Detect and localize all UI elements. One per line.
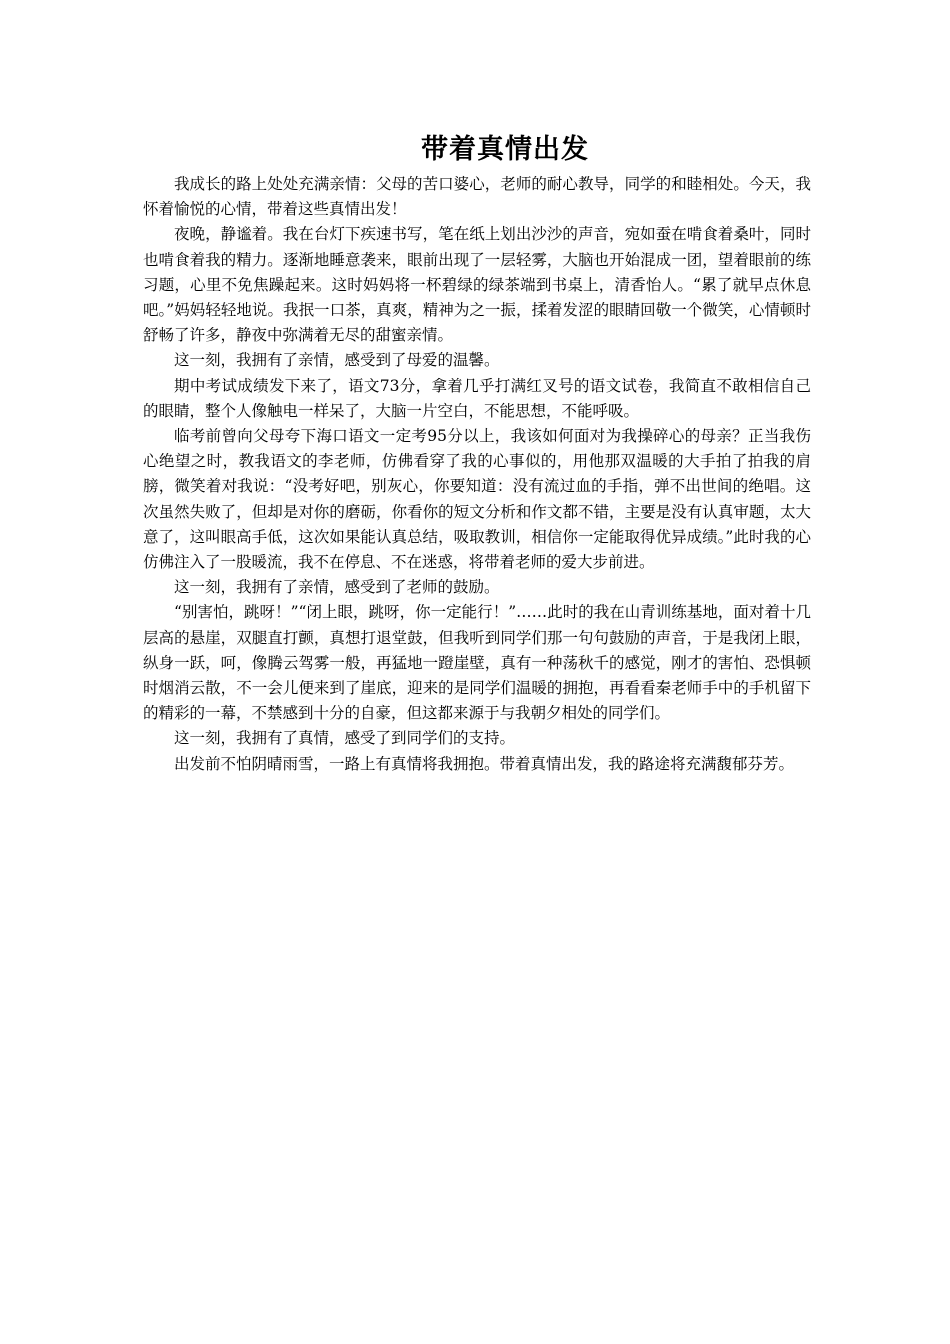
paragraph-3: 这一刻，我拥有了亲情，感受到了母爱的温馨。 <box>174 351 500 370</box>
paragraph-9: 出发前不怕阴晴雨雪，一路上有真情将我拥抱。带着真情出发，我的路途将充满馥郁芬芳。 <box>174 754 795 773</box>
paragraph-4: 期中考试成绩发下来了，语文73分，拿着几乎打满红叉号的语文试卷，我简直不敢相信自己的眼睛，整个人像触电一样呆了，大脑一片空白，不能思想，不能呼吸。 <box>143 376 811 420</box>
document-body <box>143 172 811 777</box>
paragraph-5: 临考前曾向父母夸下海口语文一定考95分以上，我该如何面对为我操碎心的母亲？正当我伤心绝望之时，教我语文的李老师，仿佛看穿了我的心事似的，用他那双温暖的大手拍了拍我的肩膀，微笑着对我说：“没考好吧，别灰心，你要知道：没有流过血的手指，弹不出世间的绝唱。这次虽然失败了，但却是对你的磨砺，你看你的短文分析和作文都不错，主要是没有认真审题，太大意了，这叫眼高手低，这次如果能认真总结，吸取教训，相信你一定能取得优异成绩。”此时我的心仿佛注入了一股暖流，我不在停息、不在迷惑，将带着老师的爱大步前进。 <box>143 427 811 572</box>
paragraph-7: “别害怕，跳呀！”“闭上眼，跳呀，你一定能行！”……此时的我在山青训练基地，面对着十几层高的悬崖，双腿直打颤，真想打退堂鼓，但我听到同学们那一句句鼓励的声音，于是我闭上眼，纵身一跃，呵，像腾云驾雾一般，再猛地一蹬崖壁，真有一种荡秋千的感觉，刚才的害怕、恐惧顿时烟消云散，不一会儿便来到了崖底，迎来的是同学们温暖的拥抱，再看看秦老师手中的手机留下的精彩的一幕，不禁感到十分的自豪，但这都来源于与我朝夕相处的同学们。 <box>143 603 811 723</box>
paragraph-6: 这一刻，我拥有了亲情，感受到了老师的鼓励。 <box>174 578 500 597</box>
paragraph-2: 夜晚，静谧着。我在台灯下疾速书写，笔在纸上划出沙沙的声音，宛如蚕在啃食着桑叶，同时也啃食着我的精力。逐渐地睡意袭来，眼前出现了一层轻雾，大脑也开始混成一团，望着眼前的练习题，心里不免焦躁起来。这时妈妈将一杯碧绿的绿茶端到书桌上，清香怡人。“累了就早点休息吧。”妈妈轻轻地说。我抿一口茶，真爽，精神为之一振，揉着发涩的眼睛回敬一个微笑，心情顿时舒畅了许多，静夜中弥满着无尽的甜蜜亲情。 <box>143 225 811 345</box>
paragraph-1: 我成长的路上处处充满亲情：父母的苦口婆心，老师的耐心教导，同学的和睦相处。今天，我怀着愉悦的心情，带着这些真情出发！ <box>143 175 811 219</box>
paragraph-8: 这一刻，我拥有了真情，感受了到同学们的支持。 <box>174 729 516 748</box>
document-title: 带着真情出发 <box>421 134 589 165</box>
